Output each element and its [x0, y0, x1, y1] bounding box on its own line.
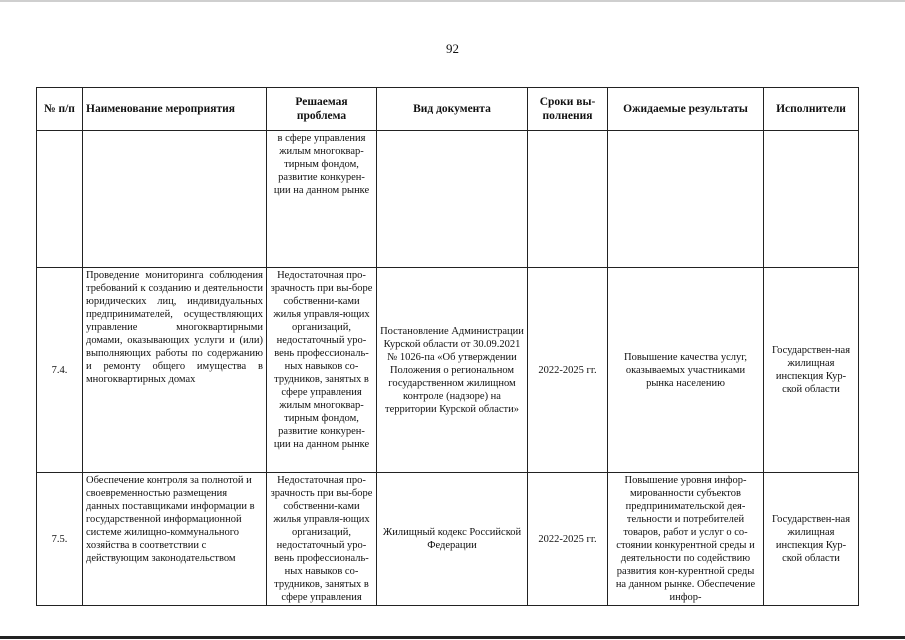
cell-results: [608, 131, 764, 268]
cell-executors: [764, 131, 859, 268]
cell-num: 7.5.: [37, 473, 83, 606]
cell-num: [37, 131, 83, 268]
cell-name: [83, 131, 267, 268]
table-row: [37, 473, 859, 606]
table-header-row: [37, 88, 859, 131]
page-number: 92: [446, 41, 459, 56]
cell-problem: в сфере управления жилым многоквар-тирным фондом, развитие конкурен-ции на данном рынке: [267, 131, 377, 268]
header-terms: Сроки вы-полнения: [528, 88, 608, 131]
cell-executors: Государствен-ная жилищная инспекция Кур-ской области: [764, 268, 859, 473]
cell-terms: 2022-2025 гг.: [528, 473, 608, 606]
table-row: [37, 131, 859, 268]
cell-name: Обеспечение контроля за полнотой и своевременностью размещения данных поставщиками информации в государственной информационной системе жилищно-коммунального хозяйства в соответствии с действующим законодательством: [83, 473, 267, 606]
cell-doc: Постановление Администрации Курской области от 30.09.2021 № 1026-па «Об утверждении Положения о региональном государственном жилищном контроле (надзоре) на территории Курской области»: [377, 268, 528, 473]
cell-terms: 2022-2025 гг.: [528, 268, 608, 473]
header-num: № п/п: [37, 88, 83, 131]
header-doc: Вид документа: [377, 88, 528, 131]
top-edge-line: [0, 0, 905, 2]
header-problem: Решаемая проблема: [267, 88, 377, 131]
cell-results: Повышение уровня инфор-мированности субъектов предпринимательской дея-тельности и потребителей товаров, работ и услуг о со-стоянии конкурентной среды и деятельности по содействию развития кон-курентной среды на данном рынке. Обеспечение инфор-: [608, 473, 764, 606]
cell-doc: Жилищный кодекс Российской Федерации: [377, 473, 528, 606]
cell-num: 7.4.: [37, 268, 83, 473]
cell-results: Повышение качества услуг, оказываемых участниками рынка населению: [608, 268, 764, 473]
cell-executors: Государствен-ная жилищная инспекция Кур-ской области: [764, 473, 859, 606]
cell-problem: Недостаточная про-зрачность при вы-боре собственни-ками жилья управля-ющих организаций, недостаточный уро-вень профессиональ-ных навыков со-трудников, занятых в сфере управления жилым многоквар-тирным фондом, развитие конкурен-ции на данном рынке: [267, 268, 377, 473]
cell-problem: Недостаточная про-зрачность при вы-боре собственни-ками жилья управля-ющих организаций, недостаточный уро-вень профессиональ-ных навыков со-трудников, занятых в сфере управления: [267, 473, 377, 606]
cell-terms: [528, 131, 608, 268]
table-row: [37, 268, 859, 473]
cell-name: Проведение мониторинга соблюдения требований к созданию и деятельности юридических лиц, индивидуальных предпринимателей, осуществляющих управление многоквартирными домами, оказывающих услуги и (или) выполняющих работы по содержанию и ремонту общего имущества в многоквартирных домах: [83, 268, 267, 473]
header-results: Ожидаемые результаты: [608, 88, 764, 131]
header-name: Наименование мероприятия: [83, 88, 267, 131]
header-executors: Исполнители: [764, 88, 859, 131]
cell-doc: [377, 131, 528, 268]
measures-table: [36, 87, 859, 606]
bottom-edge-line: [0, 636, 905, 639]
